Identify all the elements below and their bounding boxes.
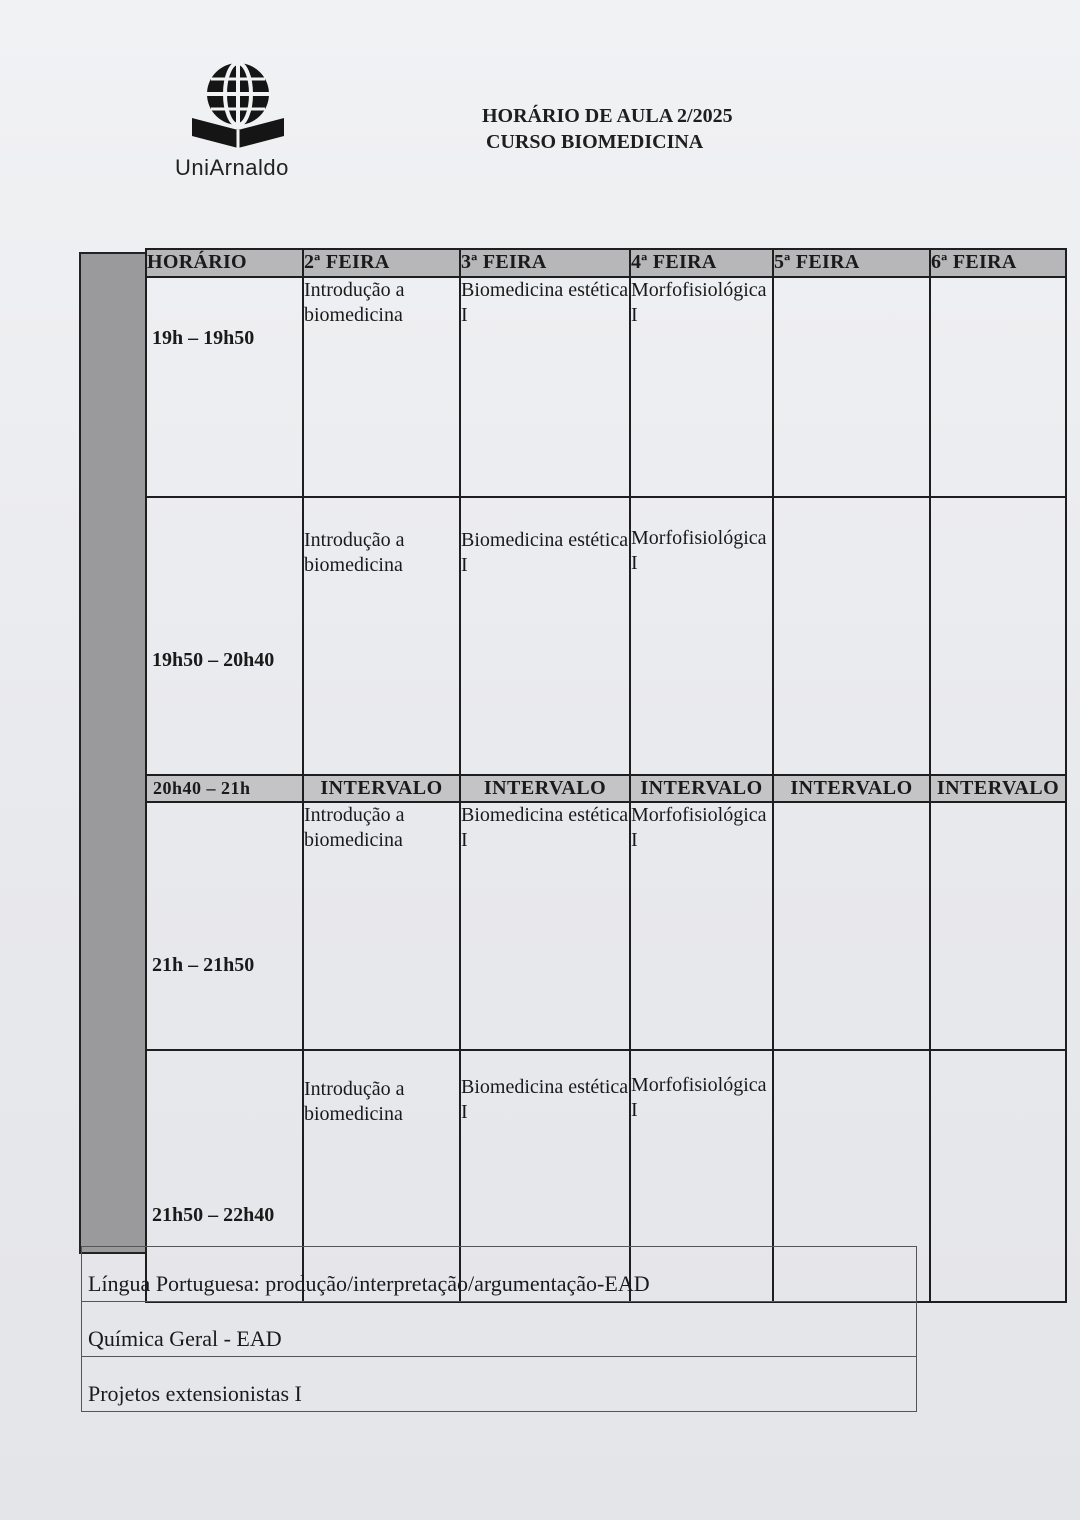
class-cell: Introdução a biomedicina [303, 277, 460, 497]
col-header-horario: HORÁRIO [146, 249, 303, 277]
class-cell [773, 802, 930, 1050]
class-cell: Morfofisiológica I [630, 497, 773, 775]
time-slot: 21h50 – 22h40 [146, 1050, 303, 1302]
ead-course: Projetos extensionistas I [82, 1357, 917, 1412]
class-cell [773, 277, 930, 497]
class-cell: Introdução a biomedicina [303, 1050, 460, 1302]
table-left-margin-strip [79, 252, 147, 1254]
break-row [146, 775, 1066, 802]
break-cell: INTERVALO [303, 775, 460, 802]
table-row [146, 802, 1066, 1050]
header-row [146, 249, 1066, 277]
table-row [146, 497, 1066, 775]
ead-course-list [81, 1246, 917, 1412]
class-cell: Introdução a biomedicina [303, 802, 460, 1050]
break-cell: INTERVALO [460, 775, 630, 802]
time-slot: 21h – 21h50 [146, 802, 303, 1050]
break-cell: INTERVALO [930, 775, 1066, 802]
class-cell: Biomedicina estética I [460, 497, 630, 775]
title-line-1: HORÁRIO DE AULA 2/2025 [482, 105, 733, 127]
class-cell: Morfofisiológica I [630, 1050, 773, 1302]
break-cell: INTERVALO [773, 775, 930, 802]
class-cell [930, 802, 1066, 1050]
title-line-2: CURSO BIOMEDICINA [486, 131, 704, 153]
ead-course: Língua Portuguesa: produção/interpretação/argumentação-EAD [82, 1247, 917, 1302]
class-cell [930, 497, 1066, 775]
class-cell: Biomedicina estética I [460, 277, 630, 497]
break-cell: INTERVALO [630, 775, 773, 802]
class-cell: Morfofisiológica I [630, 802, 773, 1050]
table-row [146, 277, 1066, 497]
institution-name: UniArnaldo [175, 155, 289, 180]
class-cell: Biomedicina estética I [460, 802, 630, 1050]
col-header-friday: 6ª FEIRA [930, 249, 1066, 277]
globe-book-icon [188, 62, 288, 150]
col-header-tuesday: 3ª FEIRA [460, 249, 630, 277]
class-cell: Morfofisiológica I [630, 277, 773, 497]
ead-course: Química Geral - EAD [82, 1302, 917, 1357]
class-cell [930, 1050, 1066, 1302]
class-cell [773, 497, 930, 775]
time-slot: 19h – 19h50 [146, 277, 303, 497]
uniarnaldo-logo [170, 62, 310, 192]
list-item [82, 1247, 917, 1302]
class-cell: Introdução a biomedicina [303, 497, 460, 775]
col-header-thursday: 5ª FEIRA [773, 249, 930, 277]
col-header-wednesday: 4ª FEIRA [630, 249, 773, 277]
time-slot: 20h40 – 21h [146, 775, 303, 802]
class-cell: Biomedicina estética I [460, 1050, 630, 1302]
list-item [82, 1302, 917, 1357]
list-item [82, 1357, 917, 1412]
class-cell [930, 277, 1066, 497]
col-header-monday: 2ª FEIRA [303, 249, 460, 277]
schedule-table [145, 248, 1067, 1303]
time-slot: 19h50 – 20h40 [146, 497, 303, 775]
document-title [482, 103, 733, 155]
